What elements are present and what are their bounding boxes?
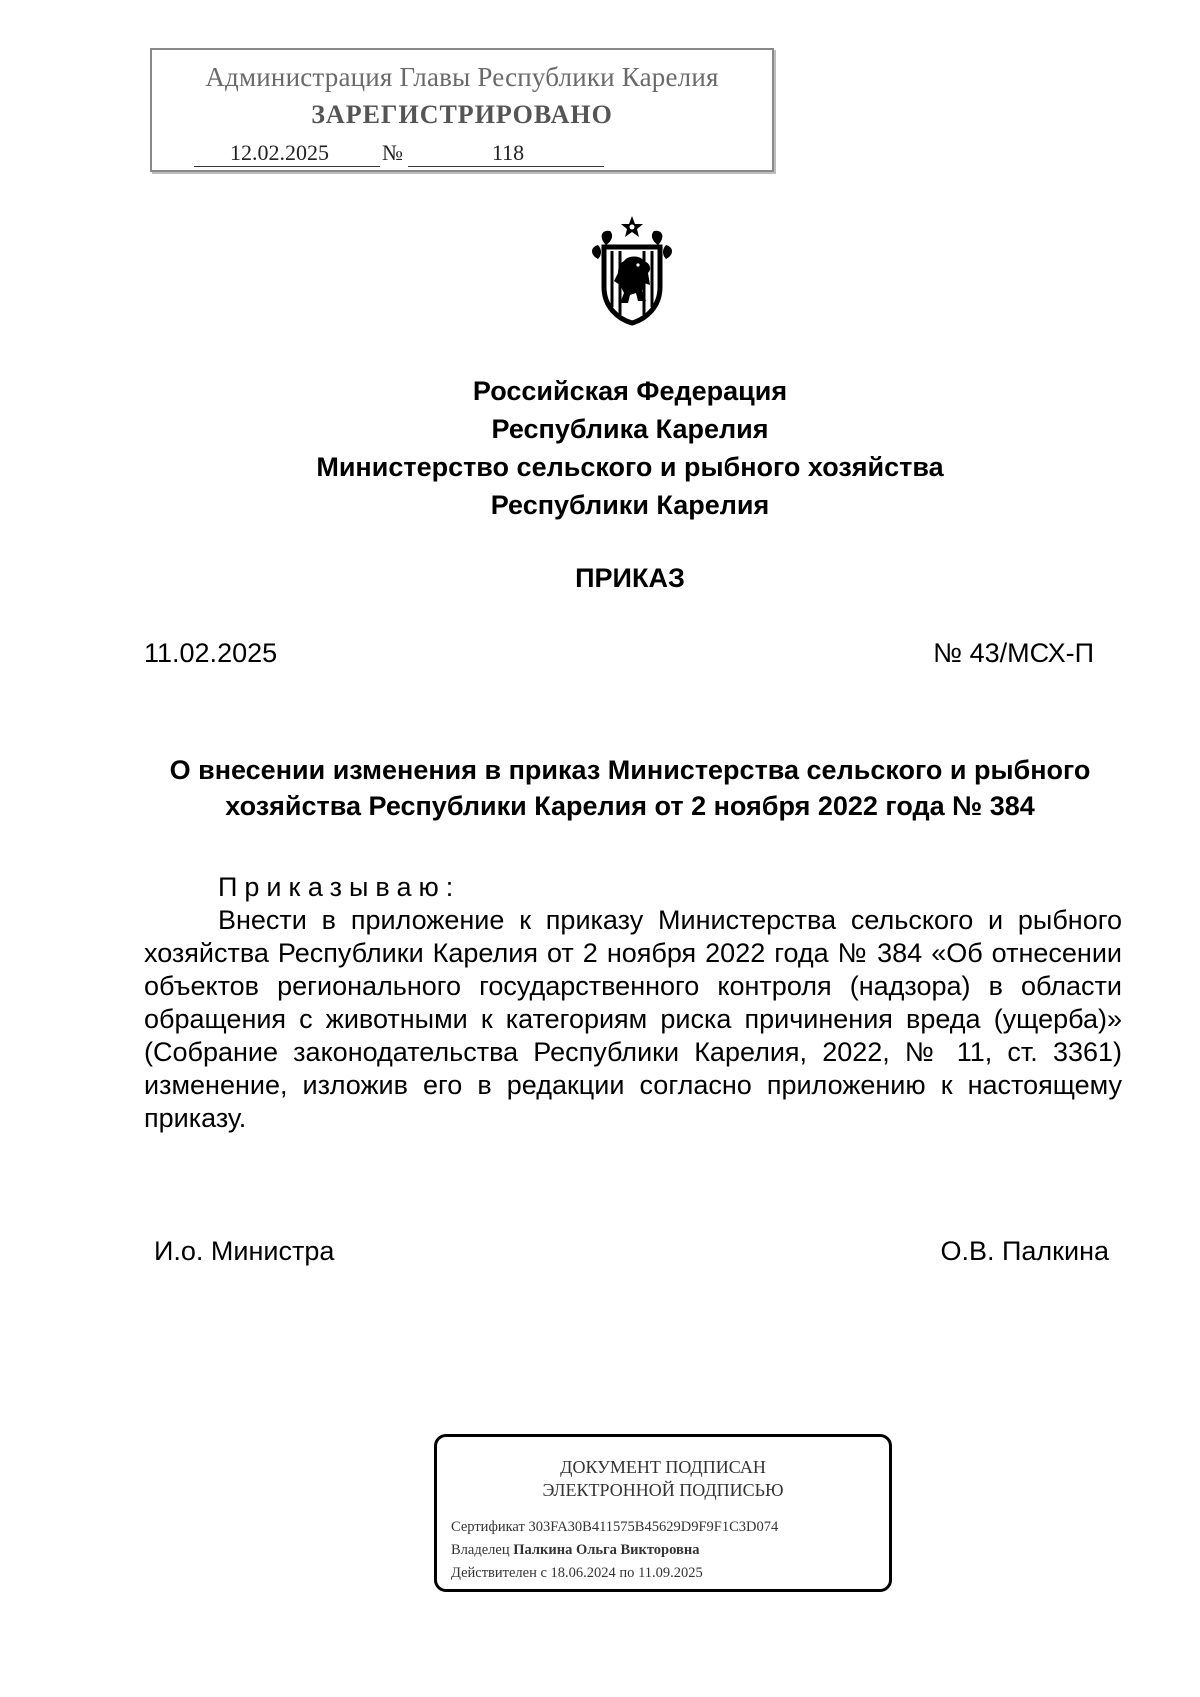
header-ministry: Министерство сельского и рыбного хозяйства bbox=[316, 452, 944, 482]
esign-certificate: 303FA30B411575B45629D9F9F1C3D074 bbox=[528, 1519, 779, 1535]
header-republic: Республика Карелия bbox=[491, 414, 769, 444]
registration-number: 118 bbox=[492, 140, 525, 165]
signer-position: И.о. Министра bbox=[154, 1236, 335, 1266]
coat-of-arms-icon bbox=[584, 215, 680, 329]
esign-valid-from: 18.06.2024 bbox=[550, 1565, 616, 1581]
registration-stamp bbox=[150, 48, 774, 172]
esign-certificate-label: Сертификат bbox=[451, 1519, 525, 1535]
esign-valid-label: Действителен с bbox=[451, 1565, 547, 1581]
esign-owner-label: Владелец bbox=[451, 1542, 510, 1558]
header-country: Российская Федерация bbox=[472, 376, 788, 406]
esign-title-line2: ЭЛЕКТРОННОЙ ПОДПИСЬЮ bbox=[542, 1480, 784, 1500]
esign-validity-row bbox=[451, 1565, 703, 1582]
order-subject: О внесении изменения в приказ Министерства сельского и рыбного хозяйства Республики Карелия от 2 ноября 2022 года № 384 bbox=[169, 755, 1091, 821]
registration-number-sign: № bbox=[382, 140, 403, 165]
electronic-signature-stamp bbox=[434, 1434, 892, 1592]
esign-certificate-row bbox=[451, 1519, 778, 1536]
document-type: ПРИКАЗ bbox=[575, 563, 685, 593]
esign-title-line1: ДОКУМЕНТ ПОДПИСАН bbox=[560, 1457, 766, 1477]
esign-owner-row bbox=[451, 1542, 699, 1559]
directive: Приказываю: bbox=[218, 872, 461, 902]
registration-date-field bbox=[194, 140, 380, 167]
esign-valid-to-label: по bbox=[619, 1565, 635, 1581]
signer-name: О.В. Палкина bbox=[940, 1236, 1109, 1266]
order-body: Внести в приложение к приказу Министерства сельского и рыбного хозяйства Республики Карелия от 2 ноября 2022 года № 384 «Об отнесении объектов регионального государственного контроля (надзора) в области обращения с животными к категориям риска причинения вреда (ущерба)» (Собрание законодательства Республики Карелия, 2022, № 11, ст. 3361) изменение, изложив его в редакции согласно приложению к настоящему приказу. bbox=[144, 905, 1122, 1133]
registration-status: ЗАРЕГИСТРИРОВАНО bbox=[311, 100, 613, 129]
esign-valid-to: 11.09.2025 bbox=[638, 1565, 703, 1581]
registration-date: 12.02.2025 bbox=[230, 140, 329, 165]
registration-number-field bbox=[408, 140, 604, 167]
esign-owner: Палкина Ольга Викторовна bbox=[513, 1542, 700, 1558]
order-number: № 43/МСХ-П bbox=[933, 638, 1094, 668]
registration-org: Администрация Главы Республики Карелия bbox=[205, 62, 719, 92]
header-ministry-region: Республики Карелия bbox=[490, 490, 770, 520]
order-date: 11.02.2025 bbox=[144, 638, 278, 668]
document-header bbox=[0, 372, 1200, 524]
